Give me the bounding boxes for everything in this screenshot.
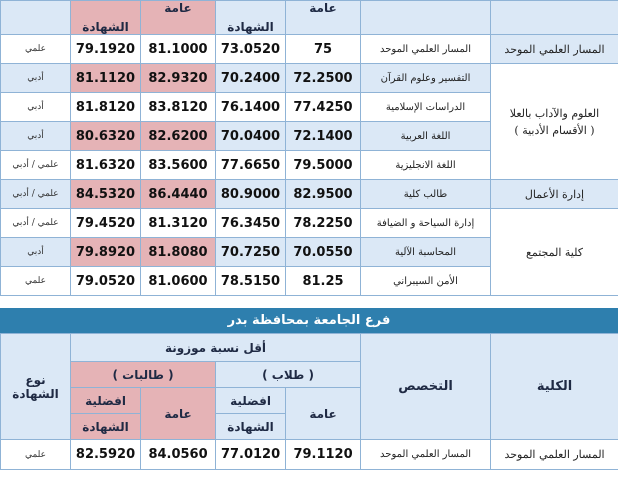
cert-type-cell: علمي [1, 267, 71, 296]
male-preferred-cell: 76.1400 [216, 93, 286, 122]
male-preferred-cell: 70.0400 [216, 122, 286, 151]
table-row [1, 209, 618, 238]
male-preferred-header-line1: افضلية [216, 388, 286, 414]
female-preferred-cell: 79.0520 [71, 267, 141, 296]
college-cell-business: إدارة الأعمال [491, 180, 618, 209]
female-general-header: عامة [141, 388, 216, 440]
male-general-cell: 77.4250 [286, 93, 361, 122]
male-general-header: عامة [286, 1, 361, 35]
female-preferred-header-line1: افضلية [71, 388, 141, 414]
female-general-cell: 81.0600 [141, 267, 216, 296]
spec-cell: اللغة العربية [361, 122, 491, 151]
table-row [1, 180, 618, 209]
college-cell-community: كلية المجتمع [491, 209, 618, 296]
table-row [1, 64, 618, 93]
college-header-cell [491, 1, 618, 35]
female-preferred-cell: 81.1120 [71, 64, 141, 93]
badr-branch-table [0, 333, 618, 470]
college-cell: المسار العلمي الموحد [491, 440, 618, 470]
table-row [1, 440, 618, 470]
female-general-cell: 83.5600 [141, 151, 216, 180]
cert-type-cell: أدبي [1, 64, 71, 93]
male-preferred-cell: 73.0520 [216, 35, 286, 64]
male-preferred-cell: 77.6650 [216, 151, 286, 180]
male-preferred-cell: 77.0120 [216, 440, 286, 470]
type-header-cell [1, 1, 71, 35]
male-general-cell: 79.5000 [286, 151, 361, 180]
male-preferred-cell: 70.7250 [216, 238, 286, 267]
female-preferred-cell: 81.8120 [71, 93, 141, 122]
female-preferred-cell: 84.5320 [71, 180, 141, 209]
male-preferred-header: الشهادة [216, 1, 286, 35]
spec-cell: المحاسبة الآلية [361, 238, 491, 267]
female-preferred-cell: 81.6320 [71, 151, 141, 180]
section-gap [0, 300, 618, 308]
college-cell-arts [491, 64, 618, 180]
male-general-cell: 75 [286, 35, 361, 64]
male-general-cell: 81.25 [286, 267, 361, 296]
cert-type-header-line1: نوع [25, 372, 46, 387]
college-arts-line2: ( الأقسام الأدبية ) [514, 123, 595, 137]
header-row [1, 1, 618, 35]
male-general-cell: 78.2250 [286, 209, 361, 238]
male-general-cell: 70.0550 [286, 238, 361, 267]
female-general-header: عامة [141, 1, 216, 35]
male-preferred-cell: 80.9000 [216, 180, 286, 209]
spec-cell: الدراسات الإسلامية [361, 93, 491, 122]
spec-cell: المسار العلمي الموحد [361, 35, 491, 64]
female-general-cell: 84.0560 [141, 440, 216, 470]
cert-type-cell: أدبي [1, 238, 71, 267]
male-preferred-header-line2: الشهادة [216, 414, 286, 440]
spec-cell: اللغة الانجليزية [361, 151, 491, 180]
male-preferred-cell: 78.5150 [216, 267, 286, 296]
cert-type-cell: علمي / أدبي [1, 180, 71, 209]
cert-type-cell: أدبي [1, 93, 71, 122]
spec-header-cell [361, 1, 491, 35]
female-preferred-cell: 79.4520 [71, 209, 141, 238]
female-preferred-cell: 82.5920 [71, 440, 141, 470]
spec-cell: طالب كلية [361, 180, 491, 209]
spec-cell: الأمن السيبراني [361, 267, 491, 296]
cert-type-cell: علمي / أدبي [1, 209, 71, 238]
cert-type-header-line2: الشهادة [12, 386, 59, 401]
college-cell-unified: المسار العلمي الموحد [491, 35, 618, 64]
male-general-header: عامة [286, 388, 361, 440]
female-preferred-header: الشهادة [71, 1, 141, 35]
female-general-cell: 83.8120 [141, 93, 216, 122]
college-header: الكلية [491, 334, 618, 440]
section-title: فرع الجامعة بمحافظة بدر [0, 308, 618, 333]
female-general-cell: 82.6200 [141, 122, 216, 151]
female-general-cell: 81.3120 [141, 209, 216, 238]
male-general-cell: 72.1400 [286, 122, 361, 151]
cert-type-cell: علمي / أدبي [1, 151, 71, 180]
female-preferred-cell: 79.1920 [71, 35, 141, 64]
header-row [1, 334, 618, 362]
cert-type-cell: علمي [1, 440, 71, 470]
male-preferred-cell: 70.2400 [216, 64, 286, 93]
male-general-cell: 82.9500 [286, 180, 361, 209]
female-general-cell: 82.9320 [141, 64, 216, 93]
female-preferred-header-line2: الشهادة [71, 414, 141, 440]
male-header: ( طلاب ) [216, 362, 361, 388]
table-row [1, 35, 618, 64]
spec-cell: التفسير وعلوم القرآن [361, 64, 491, 93]
spec-cell: المسار العلمي الموحد [361, 440, 491, 470]
college-arts-line1: العلوم والآداب بالعلا [509, 106, 600, 120]
female-preferred-cell: 79.8920 [71, 238, 141, 267]
cert-type-cell: أدبي [1, 122, 71, 151]
male-general-cell: 79.1120 [286, 440, 361, 470]
cert-type-cell: علمي [1, 35, 71, 64]
male-preferred-cell: 76.3450 [216, 209, 286, 238]
male-general-cell: 72.2500 [286, 64, 361, 93]
female-general-cell: 86.4440 [141, 180, 216, 209]
female-general-cell: 81.8080 [141, 238, 216, 267]
min-ratio-header: أقل نسبة موزونة [71, 334, 361, 362]
cert-type-header [1, 334, 71, 440]
female-general-cell: 81.1000 [141, 35, 216, 64]
female-preferred-cell: 80.6320 [71, 122, 141, 151]
spec-cell: إدارة السياحة و الضيافة [361, 209, 491, 238]
female-header: ( طالبات ) [71, 362, 216, 388]
spec-header: التخصص [361, 334, 491, 440]
